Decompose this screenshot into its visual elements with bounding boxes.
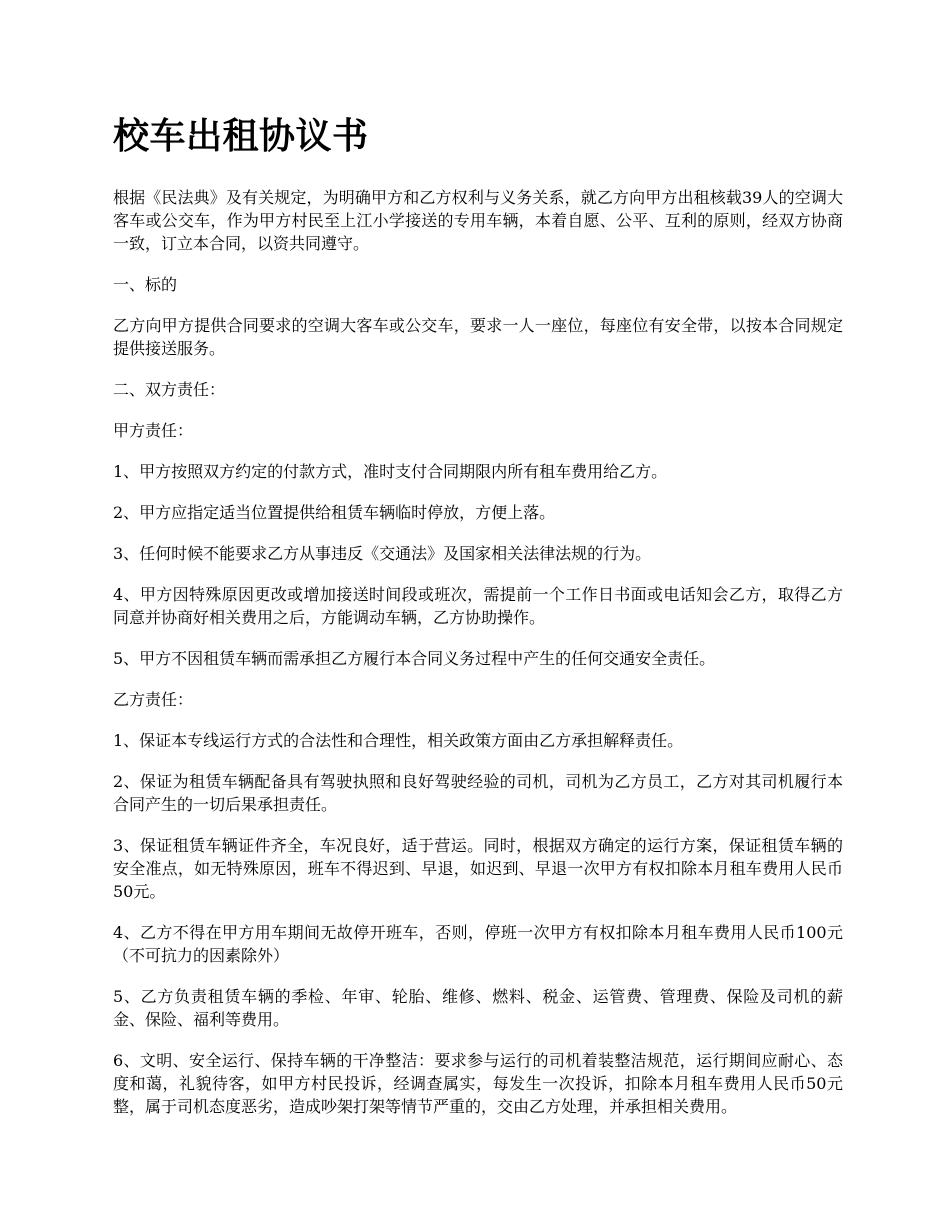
party-b-heading: 乙方责任：	[113, 690, 194, 709]
party-b-item: 6、文明、安全运行、保持车辆的干净整洁：要求参与运行的司机着装整洁规范，运行期间应耐心、态度和蔼，礼貌待客，如甲方村民投诉，经调查属实，每发生一次投诉，扣除本月租车费用人民币50元整，属于司机态度恶劣，造成吵架打架等情节严重的，交由乙方处理，并承担相关费用。	[113, 1051, 843, 1116]
party-a-heading: 甲方责任：	[113, 421, 194, 440]
party-a-item: 3、任何时候不能要求乙方从事违反《交通法》及国家相关法律法规的行为。	[113, 544, 652, 563]
party-b-item: 5、乙方负责租赁车辆的季检、年审、轮胎、维修、燃料、税金、运管费、管理费、保险及司机的薪金、保险、福利等费用。	[113, 987, 843, 1029]
party-a-item: 1、甲方按照双方约定的付款方式，准时支付合同期限内所有租车费用给乙方。	[113, 462, 668, 481]
document-title: 校车出租协议书	[113, 115, 369, 157]
party-b-item: 4、乙方不得在甲方用车期间无故停开班车，否则，停班一次甲方有权扣除本月租车费用人民币100元（不可抗力的因素除外）	[113, 923, 843, 965]
party-a-item: 5、甲方不因租赁车辆而需承担乙方履行本合同义务过程中产生的任何交通安全责任。	[113, 649, 716, 668]
subject-paragraph: 乙方向甲方提供合同要求的空调大客车或公交车，要求一人一座位，每座位有安全带，以按本合同规定提供接送服务。	[113, 316, 843, 358]
party-b-item: 2、保证为租赁车辆配备具有驾驶执照和良好驾驶经验的司机，司机为乙方员工，乙方对其司机履行本合同产生的一切后果承担责任。	[113, 772, 843, 814]
party-b-item: 1、保证本专线运行方式的合法性和合理性，相关政策方面由乙方承担解释责任。	[113, 731, 684, 750]
intro-paragraph: 根据《民法典》及有关规定，为明确甲方和乙方权利与义务关系，就乙方向甲方出租核载39人的空调大客车或公交车，作为甲方村民至上江小学接送的专用车辆，本着自愿、公平、互利的原则，经双方协商一致，订立本合同，以资共同遵守。	[113, 188, 843, 253]
section-heading-subject: 一、标的	[113, 275, 178, 294]
party-a-item: 2、甲方应指定适当位置提供给租赁车辆临时停放，方便上落。	[113, 503, 556, 522]
party-a-item: 4、甲方因特殊原因更改或增加接送时间段或班次，需提前一个工作日书面或电话知会乙方，取得乙方同意并协商好相关费用之后，方能调动车辆，乙方协助操作。	[113, 585, 843, 627]
party-b-item: 3、保证租赁车辆证件齐全，车况良好，适于营运。同时，根据双方确定的运行方案，保证租赁车辆的安全准点，如无特殊原因，班车不得迟到、早退，如迟到、早退一次甲方有权扣除本月租车费用人民币50元。	[113, 836, 843, 901]
section-heading-responsibilities: 二、双方责任：	[113, 380, 226, 399]
document-page	[113, 112, 843, 1136]
